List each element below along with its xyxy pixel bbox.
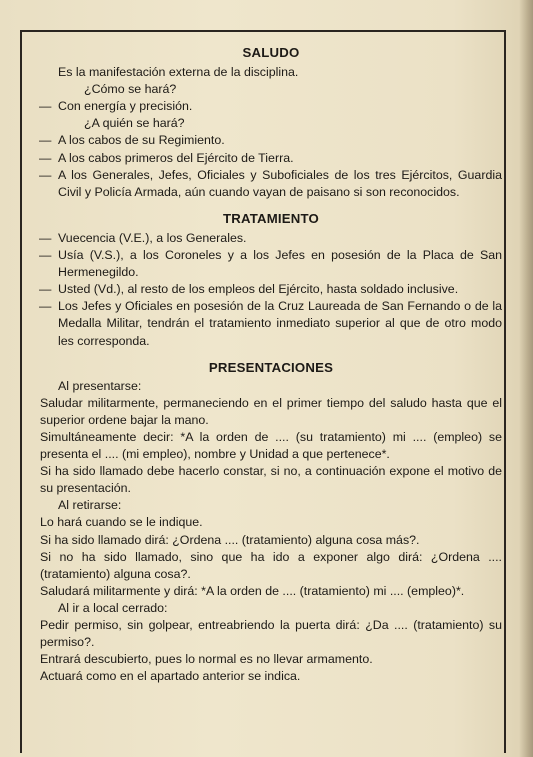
presentaciones-paragraph: Actuará como en el apartado anterior se indica.: [40, 669, 301, 684]
saludo-item: — A los cabos primeros del Ejército de Tierra.: [40, 150, 502, 167]
presentaciones-subheading-presentarse: Al presentarse:: [58, 378, 142, 393]
saludo-answer-how: — Con energía y precisión.: [40, 98, 502, 115]
saludo-item: — A los Generales, Jefes, Oficiales y Suboficiales de los tres Ejércitos, Guardia Civil y Policía Armada, aún cuando vayan de paisano si son reconocidos.: [40, 167, 502, 201]
saludo-question-whom: ¿A quién se hará?: [84, 116, 185, 131]
saludo-question-how: ¿Cómo se hará?: [84, 82, 177, 97]
tratamiento-item: — Usía (V.S.), a los Coroneles y a los Jefes en posesión de la Placa de San Hermenegildo.: [40, 247, 502, 281]
presentaciones-paragraph: Saludar militarmente, permaneciendo en el primer tiempo del saludo hasta que el superior ordene bajar la mano.: [40, 395, 502, 427]
presentaciones-paragraph: Saludará militarmente y dirá: *A la orden de .... (tratamiento) mi .... (empleo)*.: [40, 583, 465, 598]
saludo-item: — A los cabos de su Regimiento.: [40, 132, 502, 149]
tratamiento-item: — Usted (Vd.), al resto de los empleos del Ejército, hasta soldado inclusive.: [40, 281, 502, 298]
presentaciones-heading: PRESENTACIONES: [208, 359, 334, 375]
presentaciones-paragraph: Simultáneamente decir: *A la orden de .... (su tratamiento) mi .... (empleo) se presenta el .... (mi empleo), nombre y Unidad a que pertenece*.: [40, 429, 502, 462]
presentaciones-subheading-local-cerrado: Al ir a local cerrado:: [58, 600, 168, 615]
presentaciones-paragraph: Si no ha sido llamado, sino que ha ido a exponer algo dirá: ¿Ordena .... (tratamiento) alguna cosa?.: [40, 549, 502, 581]
tratamiento-heading: TRATAMIENTO: [223, 210, 319, 226]
presentaciones-subheading-retirarse: Al retirarse:: [58, 498, 122, 513]
presentaciones-paragraph: Entrará descubierto, pues lo normal es no llevar armamento.: [40, 652, 373, 667]
tratamiento-item: — Vuecencia (V.E.), a los Generales.: [40, 230, 502, 247]
saludo-intro: Es la manifestación externa de la disciplina.: [58, 65, 299, 80]
saludo-heading: SALUDO: [242, 45, 300, 60]
presentaciones-paragraph: Si ha sido llamado debe hacerlo constar, si no, a continuación expone el motivo de su presentación.: [40, 464, 502, 496]
presentaciones-paragraph: Lo hará cuando se le indique.: [40, 515, 203, 530]
page-fold-shadow: [519, 0, 533, 757]
presentaciones-paragraph: Si ha sido llamado dirá: ¿Ordena .... (tratamiento) alguna cosa más?.: [40, 532, 420, 547]
tratamiento-item: — Los Jefes y Oficiales en posesión de la Cruz Laureada de San Fernando o de la Medalla Militar, tendrán el tratamiento inmediato superior al que de otro modo les corresponda.: [40, 298, 502, 349]
presentaciones-paragraph: Pedir permiso, sin golpear, entreabriendo la puerta dirá: ¿Da .... (tratamiento) su permiso?.: [40, 618, 502, 650]
document-content: [40, 44, 502, 685]
